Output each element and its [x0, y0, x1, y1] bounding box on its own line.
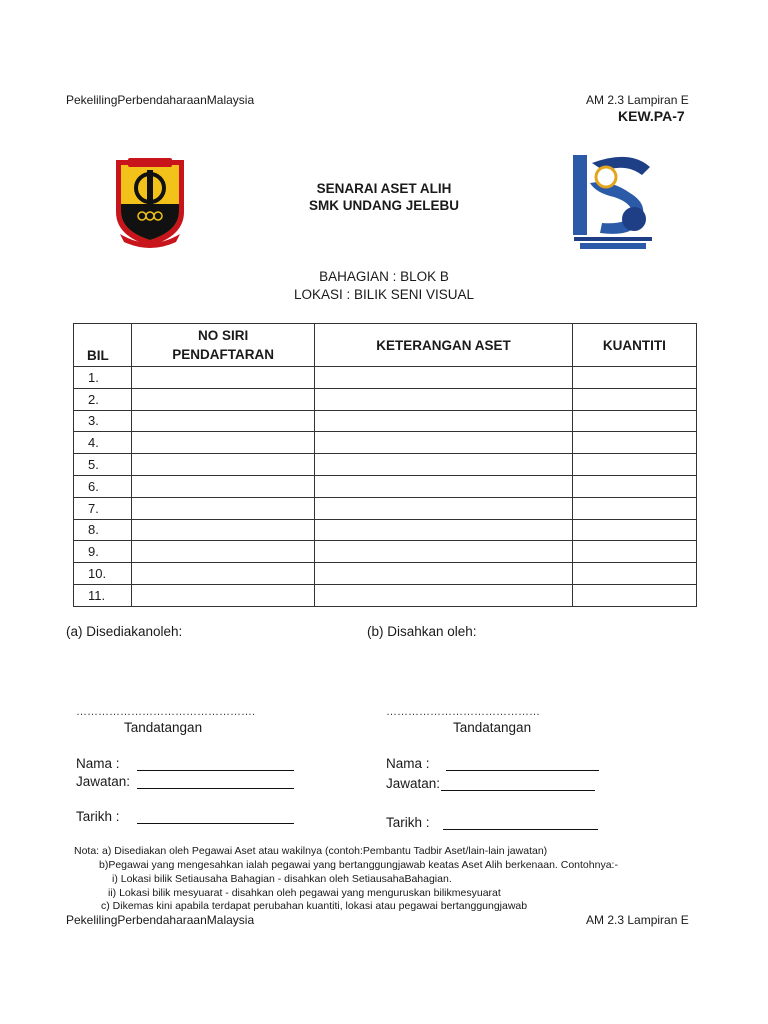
header-circular-name: PekelilingPerbendaharaanMalaysia	[66, 93, 255, 107]
row-number: 4.	[74, 432, 132, 454]
jawatan-label-a: Jawatan:	[76, 774, 131, 789]
header-reference: AM 2.3 Lampiran E	[586, 93, 689, 107]
row-number: 10.	[74, 563, 132, 585]
footer-circular-name: PekelilingPerbendaharaanMalaysia	[66, 913, 255, 927]
note-a: Nota: a) Disediakan oleh Pegawai Aset atau wakilnya (contoh:Pembantu Tadbir Aset/lain-lain jawatan)	[74, 845, 548, 857]
cell-keterangan[interactable]	[315, 475, 573, 497]
cell-keterangan[interactable]	[315, 584, 573, 606]
cell-kuantiti[interactable]	[572, 584, 696, 606]
cell-kuantiti[interactable]	[572, 475, 696, 497]
table-row	[74, 388, 697, 410]
tarikh-field-a[interactable]	[137, 811, 294, 824]
cell-no-siri[interactable]	[131, 584, 314, 606]
row-number: 9.	[74, 541, 132, 563]
signature-line-b[interactable]: ……………………………………	[386, 706, 540, 718]
cell-no-siri[interactable]	[131, 497, 314, 519]
jawatan-label-b: Jawatan:	[386, 776, 441, 791]
cell-no-siri[interactable]	[131, 367, 314, 389]
table-row	[74, 541, 697, 563]
signature-caption-b: Tandatangan	[453, 720, 532, 735]
col-bil-header: BIL	[74, 324, 132, 367]
cell-kuantiti[interactable]	[572, 410, 696, 432]
table-row	[74, 454, 697, 476]
note-b: b)Pegawai yang mengesahkan ialah pegawai yang bertanggungjawab keatas Aset Alih berkenaan. Contohnya:-	[99, 859, 618, 871]
row-number: 11.	[74, 584, 132, 606]
nama-label-b: Nama :	[386, 756, 430, 771]
jawatan-field-b[interactable]	[441, 778, 595, 791]
table-row	[74, 497, 697, 519]
cell-kuantiti[interactable]	[572, 454, 696, 476]
note-b-ii: ii) Lokasi bilik mesyuarat - disahkan oleh pegawai yang menguruskan bilikmesyuarat	[108, 887, 501, 899]
cell-no-siri[interactable]	[131, 519, 314, 541]
tarikh-label-b: Tarikh :	[386, 815, 430, 830]
cell-keterangan[interactable]	[315, 367, 573, 389]
cell-no-siri[interactable]	[131, 475, 314, 497]
col-kuantiti-header: KUANTITI	[572, 324, 696, 367]
table-header-row	[74, 324, 697, 367]
table-row	[74, 367, 697, 389]
table-row	[74, 432, 697, 454]
cell-keterangan[interactable]	[315, 388, 573, 410]
cell-keterangan[interactable]	[315, 541, 573, 563]
cell-no-siri[interactable]	[131, 541, 314, 563]
cell-kuantiti[interactable]	[572, 388, 696, 410]
nama-label-a: Nama :	[76, 756, 120, 771]
signature-caption-a: Tandatangan	[124, 720, 203, 735]
cell-kuantiti[interactable]	[572, 541, 696, 563]
cell-kuantiti[interactable]	[572, 432, 696, 454]
form-code: KEW.PA-7	[618, 108, 685, 124]
lokasi-line: LOKASI : BILIK SENI VISUAL	[293, 287, 475, 302]
cell-kuantiti[interactable]	[572, 367, 696, 389]
table-row	[74, 584, 697, 606]
table-row	[74, 519, 697, 541]
prepared-by-label: (a) Disediakanoleh:	[66, 624, 183, 639]
cell-keterangan[interactable]	[315, 563, 573, 585]
cell-no-siri[interactable]	[131, 563, 314, 585]
table-row	[74, 563, 697, 585]
cell-kuantiti[interactable]	[572, 497, 696, 519]
row-number: 2.	[74, 388, 132, 410]
row-number: 6.	[74, 475, 132, 497]
note-b-i: i) Lokasi bilik Setiausaha Bahagian - disahkan oleh SetiausahaBahagian.	[112, 873, 452, 885]
row-number: 1.	[74, 367, 132, 389]
tarikh-label-a: Tarikh :	[76, 809, 120, 824]
nama-field-a[interactable]	[137, 758, 294, 771]
col-keterangan-header: KETERANGAN ASET	[315, 324, 573, 367]
row-number: 5.	[74, 454, 132, 476]
cell-kuantiti[interactable]	[572, 563, 696, 585]
document-title: SENARAI ASET ALIH	[316, 181, 452, 196]
row-number: 3.	[74, 410, 132, 432]
row-number: 7.	[74, 497, 132, 519]
cell-keterangan[interactable]	[315, 410, 573, 432]
jawatan-field-a[interactable]	[137, 776, 294, 789]
footer-reference: AM 2.3 Lampiran E	[586, 913, 689, 927]
cell-keterangan[interactable]	[315, 497, 573, 519]
col-no-siri-line2: PENDAFTARAN	[172, 347, 274, 362]
cell-no-siri[interactable]	[131, 454, 314, 476]
verified-by-label: (b) Disahkan oleh:	[367, 624, 477, 639]
cell-kuantiti[interactable]	[572, 519, 696, 541]
note-c: c) Dikemas kini apabila terdapat perubahan kuantiti, lokasi atau pegawai bertanggungjawab	[101, 900, 528, 912]
asset-table	[73, 323, 697, 607]
transformation-program-logo	[570, 153, 656, 251]
col-no-siri-line1: NO SIRI	[197, 328, 249, 343]
row-number: 8.	[74, 519, 132, 541]
table-row	[74, 410, 697, 432]
cell-no-siri[interactable]	[131, 388, 314, 410]
tarikh-field-b[interactable]	[443, 817, 598, 830]
signature-line-a[interactable]: ………………………………………….	[76, 706, 256, 718]
cell-keterangan[interactable]	[315, 432, 573, 454]
bahagian-line: BAHAGIAN : BLOK B	[319, 269, 449, 284]
table-row	[74, 475, 697, 497]
cell-no-siri[interactable]	[131, 432, 314, 454]
cell-keterangan[interactable]	[315, 454, 573, 476]
nama-field-b[interactable]	[446, 758, 599, 771]
cell-no-siri[interactable]	[131, 410, 314, 432]
school-name: SMK UNDANG JELEBU	[308, 198, 459, 213]
col-no-siri-header	[131, 324, 314, 367]
cell-keterangan[interactable]	[315, 519, 573, 541]
